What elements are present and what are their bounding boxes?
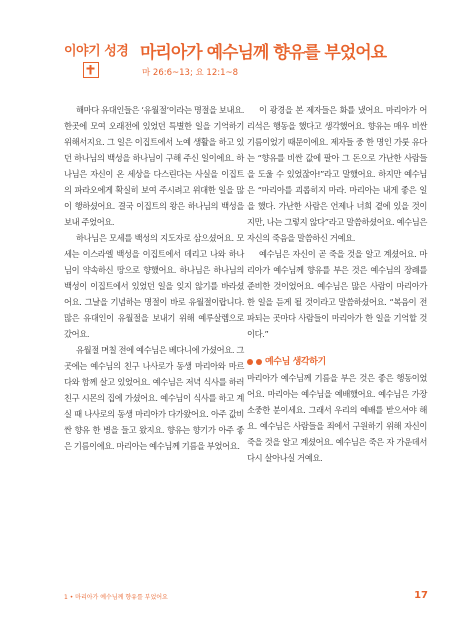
section-tag: 이야기 성경 bbox=[64, 44, 129, 59]
section-body: 마리아가 예수님께 기름을 부은 것은 좋은 행동이었어요. 마리아는 예수님을 예배했어요. 예수님은 가장 소중한 분이세요. 그래서 우리의 예배를 받으셔야 해요. 예수님은 사람들을 죄에서 구원하기 위해 자신이 죽을 것을 알고 계셨어요. 예수님은 죽은 자 가운데서 다시 살아나실 거예요. bbox=[247, 373, 427, 463]
page-header bbox=[64, 40, 430, 86]
section-heading-text: 예수님 생각하기 bbox=[265, 357, 326, 367]
page-footer bbox=[64, 590, 428, 604]
dot-icon bbox=[247, 359, 253, 365]
scripture-reference: 마 26:6~13; 요 12:1~8 bbox=[142, 68, 239, 78]
paragraph: 하나님은 모세를 백성의 지도자로 삼으셨어요. 모세는 이스라엘 백성을 이집트에서 데리고 나와 하나님이 약속하신 땅으로 향했어요. 하나님은 하나님의 백성이 이집트에서 있었던 일을 잊지 않기를 바라셨어요. 그날을 기념하는 명절이 바로 유월절이랍니다. 많은 유대인이 유월절을 보내기 위해 예루살렘으로 갔어요. bbox=[64, 233, 244, 339]
paragraph: 유월절 며칠 전에 예수님은 베다니에 가셨어요. 그곳에는 예수님의 친구 나사로가 동생 마리아와 마르다와 함께 살고 있었어요. 예수님은 저녁 식사를 하러 친구 시몬의 집에 가셨어요. 예수님이 식사를 하고 계실 때 나사로의 동생 마리아가 다가왔어요. 아주 값비싼 향유 한 병을 들고 왔지요. 향유는 향기가 아주 좋은 기름이에요. 마리아는 예수님께 기름을 부었어요. bbox=[64, 345, 244, 451]
running-title: 1 • 마리아가 예수님께 향유를 부었어요 bbox=[64, 594, 168, 601]
right-column bbox=[247, 102, 427, 466]
left-column bbox=[64, 102, 244, 454]
page-number: 17 bbox=[414, 590, 428, 601]
dot-icon bbox=[256, 359, 262, 365]
cross-icon bbox=[83, 62, 99, 78]
section-heading bbox=[247, 354, 427, 370]
page-title: 마리아가 예수님께 향유를 부었어요 bbox=[140, 43, 387, 63]
paragraph: 예수님은 자신이 곧 죽을 것을 알고 계셨어요. 마리아가 예수님께 향유를 부은 것은 예수님의 장례를 준비한 것이었어요. 예수님은 많은 사람이 마리아가 한 일을 듣게 될 것이라고 말씀하셨어요. “복음이 전파되는 곳마다 사람들이 마리아가 한 일을 기억할 것이다.” bbox=[247, 249, 427, 339]
paragraph: 해마다 유대인들은 ‘유월절’이라는 명절을 보내요. 한곳에 모여 오래전에 있었던 특별한 일을 기억하기 위해서지요. 그 일은 이집트에서 노예 생활을 하고 있던 하나님의 백성을 하나님이 구해 주신 일이에요. 하나님은 자신이 온 세상을 다스린다는 사실을 이집트의 파라오에게 확실히 보여 주시려고 위대한 일을 많이 행하셨어요. 결국 이집트의 왕은 하나님의 백성을 보내 주었어요. bbox=[64, 105, 244, 227]
paragraph: 이 광경을 본 제자들은 화를 냈어요. 마리아가 어리석은 행동을 했다고 생각했어요. 향유는 매우 비싼 기름이었기 때문이에요. 제자들 중 한 명인 가룻 유다는 “향유를 비싼 값에 팔아 그 돈으로 가난한 사람들을 도울 수 있었잖아!”라고 말했어요. 하지만 예수님은 “마리아를 괴롭히지 마라. 마리아는 내게 좋은 일을 했다. 가난한 사람은 언제나 너희 곁에 있을 것이지만, 나는 그렇지 않다”라고 말씀하셨어요. 예수님은 자신의 죽음을 말씀하신 거예요. bbox=[247, 105, 427, 243]
